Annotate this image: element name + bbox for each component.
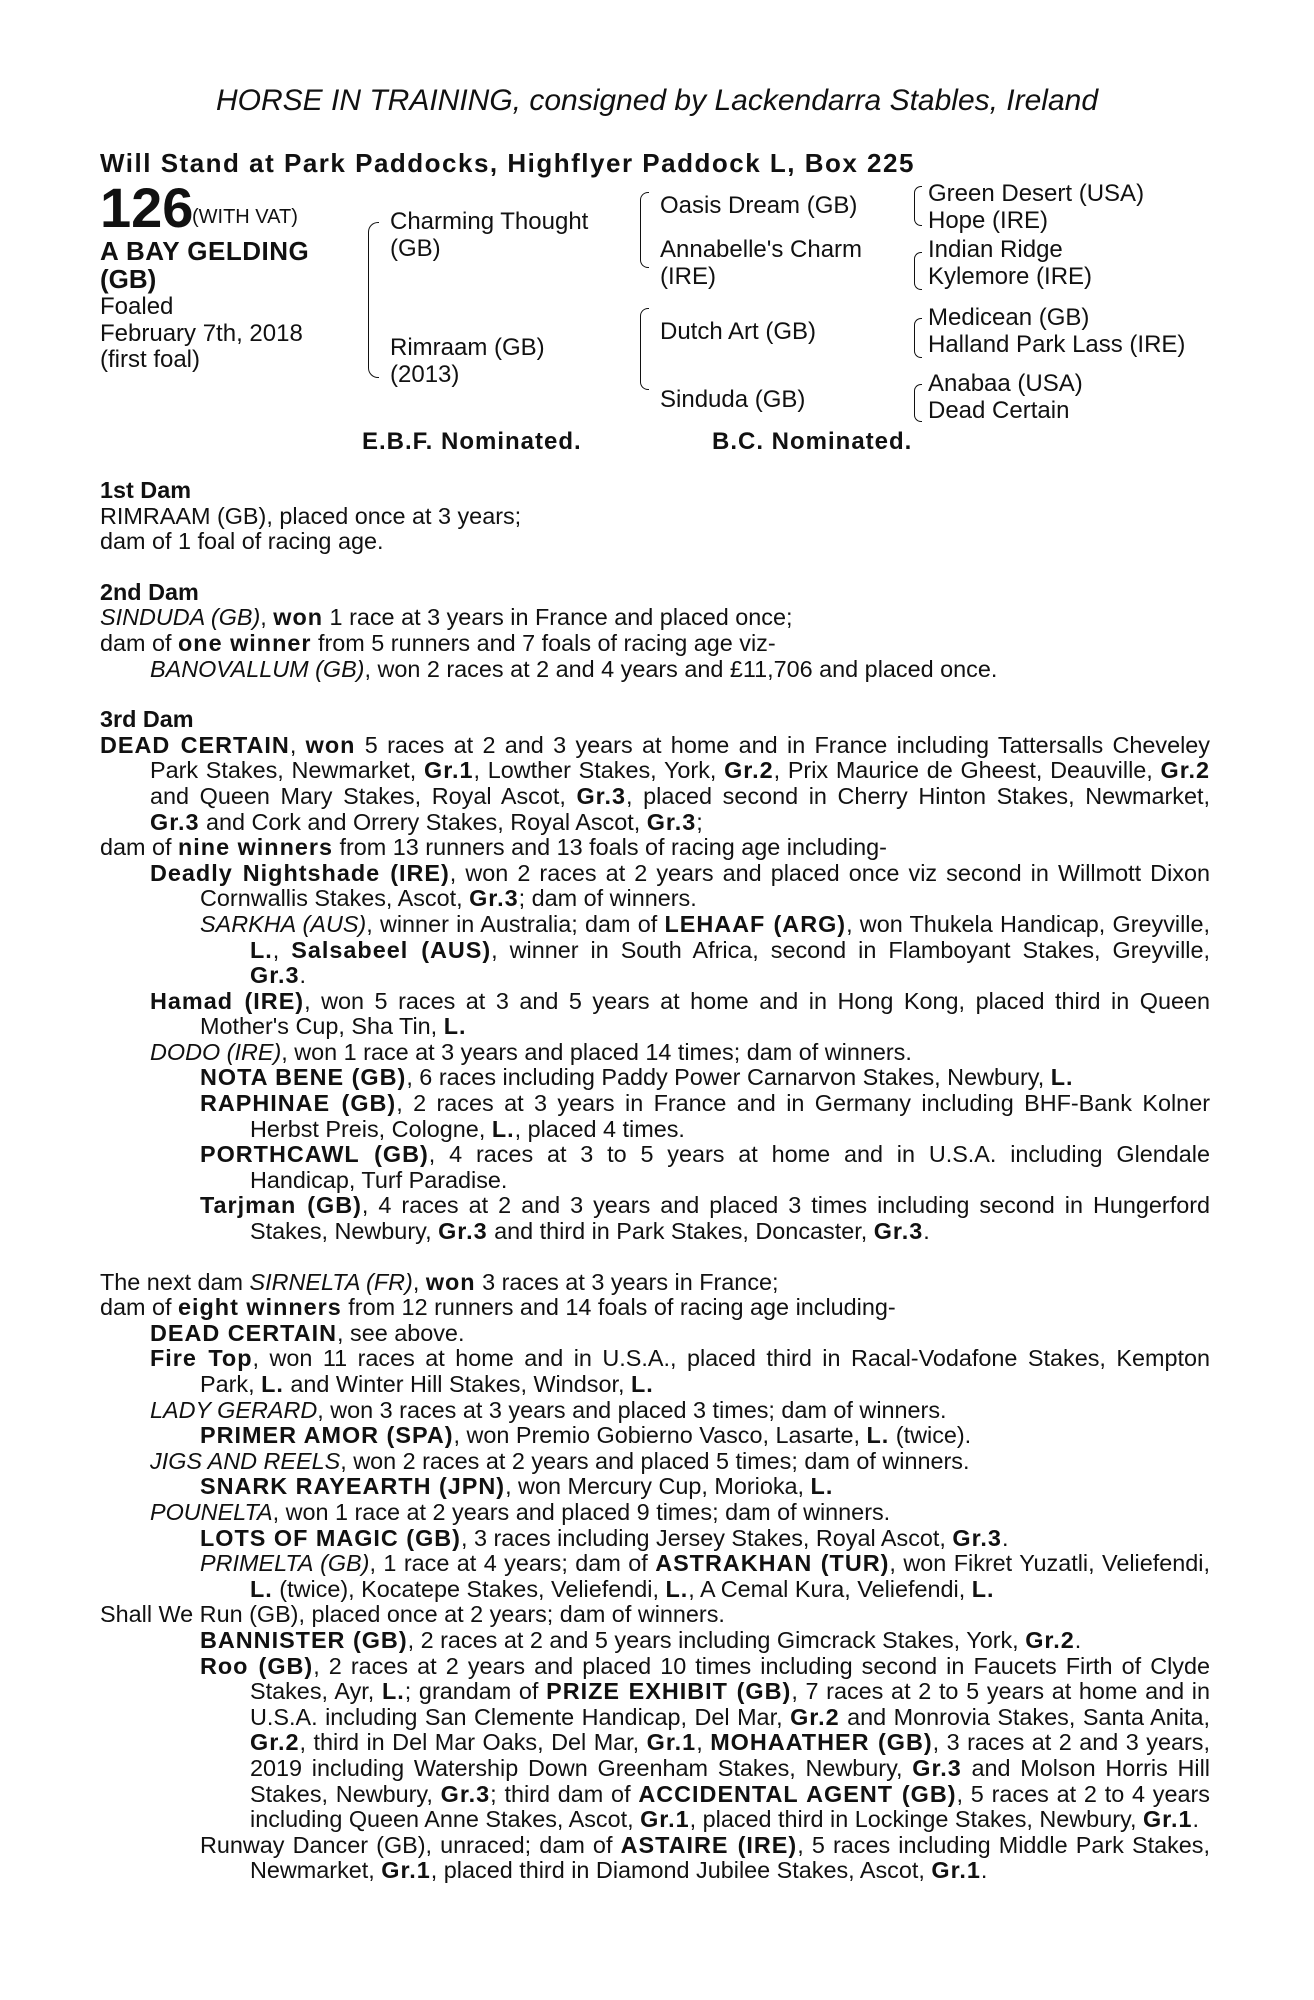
ss-dam-name: Hope (IRE) [928, 207, 1049, 234]
text-run: , won 2 races at 2 years and placed 5 times; dam of winners. [340, 1447, 970, 1474]
bold-run: nine winners [178, 834, 333, 861]
second-dam-name: SINDUDA (GB) [100, 604, 261, 631]
dam-dam-name: Sinduda (GB) [660, 386, 806, 413]
bold-run: Gr.3 [150, 808, 200, 835]
pedigree-brace-dam [640, 308, 649, 390]
text-run: , 4 races at 2 and 3 years and placed 3 times including second in Hungerford Stakes, Newbury, [250, 1192, 1211, 1245]
bold-run: L. [630, 1371, 654, 1397]
bold-run: ASTRAKHAN (TUR) [655, 1550, 890, 1577]
vat-note: (WITH VAT) [192, 206, 298, 228]
progeny-entry [100, 1091, 1210, 1142]
bc-nomination: B.C. Nominated. [712, 428, 913, 455]
stand-location: Will Stand at Park Paddocks, Highflyer Paddock L, Box 225 [100, 148, 915, 178]
italic-run: PRIMELTA (GB) [200, 1550, 370, 1577]
text-run: , see above. [337, 1319, 465, 1346]
second-dam-record: SINDUDA (GB), won 1 race at 3 years in France and placed once; [100, 604, 793, 631]
text-run: ; third dam of [490, 1780, 639, 1807]
text-run: , 6 races including Paddy Power Carnarvon Stakes, Newbury, [406, 1064, 1051, 1091]
progeny-entry [100, 1193, 1210, 1244]
progeny-entry [100, 1449, 1210, 1475]
bold-run: PORTHCAWL (GB) [200, 1141, 429, 1168]
text-run: (twice). [889, 1422, 972, 1449]
dd-dam-name: Dead Certain [928, 397, 1070, 424]
text-run: , placed 4 times. [514, 1115, 685, 1142]
sd-dam-name: Kylemore (IRE) [928, 263, 1093, 290]
text-run: , 2 races at 2 and 5 years including Gimcrack Stakes, York, [407, 1626, 1026, 1653]
text-run: , winner in South Africa, second in Flamboyant Stakes, Greyville, [491, 936, 1210, 963]
bold-run: Gr.3 [250, 962, 300, 989]
next-dam-record [100, 1270, 1210, 1296]
text-run: . [299, 962, 307, 989]
text-run: , 4 races at 3 to 5 years at home and in U.S.A. including Glendale Handicap, Turf Paradise. [250, 1141, 1211, 1193]
pedigree-brace-sd [914, 252, 922, 290]
text-run: , won Premio Gobierno Vasco, Lasarte, [453, 1422, 867, 1449]
text-run: and third in Park Stakes, Doncaster, [487, 1218, 874, 1245]
progeny-entry [100, 989, 1210, 1040]
bold-run: Gr.3 [440, 1780, 491, 1807]
progeny-entry [100, 1065, 1210, 1091]
text-run: and Monrovia Stakes, Santa Anita, [839, 1703, 1210, 1730]
text-run: ; dam of winners. [518, 885, 697, 912]
next-dam-progeny [100, 1321, 1210, 1884]
bold-run: Gr.3 [952, 1524, 1002, 1551]
dd-sire-name: Anabaa (USA) [928, 370, 1083, 397]
text-run: , [272, 936, 292, 963]
won-text: won [273, 604, 324, 631]
bold-run: Hamad (IRE) [150, 987, 305, 1014]
bold-run: eight winners [178, 1294, 342, 1321]
text-run: , 2 races at 2 years and placed 10 times including second in Faucets Firth of Clyde Stakes, Ayr, [250, 1652, 1210, 1705]
bold-run: LOTS OF MAGIC (GB) [200, 1524, 461, 1551]
text-run: , won 11 races at home and in U.S.A., placed third in Racal-Vodafone Stakes, Kempton Park, [200, 1345, 1210, 1397]
first-dam-line: RIMRAAM (GB), placed once at 3 years; [100, 502, 522, 529]
bold-run: Gr.1 [381, 1857, 431, 1884]
text-run: . [923, 1218, 930, 1245]
bold-run: Gr.1 [931, 1857, 981, 1884]
text-run: from 12 runners and 14 foals of racing age including- [341, 1294, 896, 1321]
text-run: and Winter Hill Stakes, Windsor, [283, 1371, 631, 1397]
bold-run: L. [381, 1678, 405, 1705]
bold-run: L. [250, 1575, 273, 1602]
progeny-entry [100, 1346, 1210, 1397]
text-run: , won Thukela Handicap, Greyville, [846, 910, 1210, 937]
bold-run: Gr.1 [640, 1806, 690, 1833]
text-run: ; grandam of [404, 1678, 547, 1705]
bold-run: Roo (GB) [200, 1652, 314, 1679]
bold-run: L. [665, 1575, 689, 1602]
text-run: , [289, 731, 306, 758]
progeny-entry [100, 1474, 1210, 1500]
text-run: , 5 races at 2 to 4 years including Queen Anne Stakes, Ascot, [250, 1780, 1210, 1833]
second-dam-text: 1 race at 3 years in France and placed once; [323, 604, 793, 631]
text-run: 3 races at 3 years in France; [475, 1268, 779, 1295]
text-run: and Molson Horris Hill Stakes, Newbury, [250, 1754, 1211, 1807]
text-run: from 13 runners and 13 foals of racing age including- [333, 834, 887, 861]
bold-run: Gr.3 [912, 1754, 962, 1781]
progeny-entry [100, 1526, 1210, 1552]
foaled-label: Foaled [100, 293, 174, 320]
text-run: , placed third in Lockinge Stakes, Newbury, [689, 1806, 1143, 1833]
progeny-entry [100, 1398, 1210, 1424]
bold-run: Gr.2 [250, 1729, 300, 1756]
italic-run: POUNELTA [150, 1498, 273, 1525]
second-dam-summary [100, 631, 1210, 657]
bold-run: BANNISTER (GB) [200, 1626, 408, 1653]
dam-sire-name: Dutch Art (GB) [660, 318, 817, 345]
bold-run: Gr.2 [724, 757, 774, 784]
bold-run: PRIZE EXHIBIT (GB) [546, 1678, 792, 1705]
text-run: , placed second in Cherry Hinton Stakes, Newmarket, [626, 782, 1210, 809]
winners-count: one winner [178, 629, 312, 656]
bold-run: MOHAATHER (GB) [710, 1729, 933, 1756]
bold-run: Deadly Nightshade (IRE) [150, 859, 450, 886]
bold-run: won [425, 1268, 476, 1295]
text-run: , won 1 race at 2 years and placed 9 times; dam of winners. [272, 1498, 891, 1525]
text-run: , Lowther Stakes, York, [473, 757, 725, 784]
text-run: , Prix Maurice de Gheest, Deauville, [773, 757, 1161, 784]
progeny-entry [100, 912, 1210, 989]
bold-run: PRIMER AMOR (SPA) [200, 1422, 454, 1449]
bold-run: SNARK RAYEARTH (JPN) [200, 1473, 506, 1500]
italic-run: JIGS AND REELS [150, 1447, 341, 1474]
italic-run: SIRNELTA (FR) [249, 1268, 413, 1295]
second-dam-heading: 2nd Dam [100, 578, 199, 605]
progeny-entry [100, 861, 1210, 912]
text-run: , 1 race at 4 years; dam of [369, 1550, 656, 1577]
bold-run: L. [1050, 1064, 1074, 1091]
progeny-text: , won 2 races at 2 and 4 years and £11,706 and placed once. [364, 655, 998, 682]
italic-run: SARKHA (AUS) [200, 910, 367, 937]
bold-run: Gr.3 [469, 885, 519, 912]
text-run: from 5 runners and 7 foals of racing age viz- [311, 629, 776, 656]
text-run: and Cork and Orrery Stakes, Royal Ascot, [199, 808, 647, 835]
text-run: , 5 races including Middle Park Stakes, Newmarket, [250, 1831, 1210, 1884]
bold-run: Gr.1 [646, 1729, 697, 1756]
bold-run: L. [250, 936, 273, 963]
text-run: , 7 races at 2 to 5 years at home and in U.S.A. including San Clemente Handicap, Del Mar, [250, 1678, 1210, 1730]
text-run: , [696, 1729, 711, 1756]
second-dam-progeny [100, 657, 1210, 683]
text-run: , 3 races including Jersey Stakes, Royal Ascot, [460, 1524, 953, 1551]
bold-run: Gr.3 [873, 1218, 924, 1245]
text-run: . [980, 1857, 988, 1884]
first-dam-heading: 1st Dam [100, 477, 192, 503]
text-run: , won 2 races at 2 years and placed once viz second in Willmott Dixon Cornwallis Stakes, Ascot, [200, 859, 1210, 912]
bold-run: Gr.3 [438, 1218, 488, 1245]
dam-records [100, 478, 1210, 1884]
dam-name: Rimraam (GB) [390, 334, 545, 361]
ss-sire-name: Green Desert (USA) [928, 180, 1145, 207]
progeny-entry [100, 1628, 1210, 1654]
text-run: and Queen Mary Stakes, Royal Ascot, [150, 782, 577, 809]
third-dam-heading: 3rd Dam [100, 706, 194, 733]
bold-run: L. [491, 1115, 515, 1142]
bold-run: L. [261, 1371, 284, 1397]
text-run: dam of [100, 834, 179, 861]
progeny-entry [100, 1602, 1210, 1628]
text-run: . [1192, 1806, 1199, 1833]
bold-run: RAPHINAE (GB) [200, 1090, 397, 1117]
bold-run: Gr.3 [646, 808, 697, 835]
sire-dam-origin: (IRE) [660, 263, 716, 290]
text-run: , A Cemal Kura, Veliefendi, [688, 1575, 972, 1602]
text-run: , won 1 race at 3 years and placed 14 times; dam of winners. [281, 1038, 912, 1065]
text-run: , won 5 races at 3 and 5 years at home and in Hong Kong, placed third in Queen Mother's Cup, Sha Tin, [200, 987, 1210, 1040]
text-run: , third in Del Mar Oaks, Del Mar, [299, 1729, 647, 1756]
text-run: dam of [100, 1294, 179, 1321]
bold-run: Tarjman (GB) [200, 1192, 362, 1219]
catalogue-header: HORSE IN TRAINING, consigned by Lackendarra Stables, Ireland [215, 84, 1099, 117]
bold-run: NOTA BENE (GB) [200, 1064, 407, 1091]
sire-sire-name: Oasis Dream (GB) [660, 192, 858, 219]
progeny-entry [100, 1423, 1210, 1449]
text-run: . [1074, 1626, 1082, 1653]
bold-run: ASTAIRE (IRE) [620, 1831, 798, 1858]
text-run: , 3 races at 2 and 3 years, 2019 including Watership Down Greenham Stakes, Newbury, [250, 1729, 1210, 1781]
text-run: (twice), Kocatepe Stakes, Veliefendi, [272, 1575, 666, 1602]
text-run: ; [696, 808, 703, 835]
next-dam-summary [100, 1295, 1210, 1321]
bold-run: DEAD CERTAIN [150, 1319, 337, 1346]
sire-name: Charming Thought [390, 208, 589, 235]
bold-run: Gr.2 [1160, 757, 1211, 784]
pedigree-brace-dd [914, 384, 922, 422]
sire-dam-name: Annabelle's Charm [660, 236, 863, 263]
ds-sire-name: Medicean (GB) [928, 304, 1090, 331]
text-run: , winner in Australia; dam of [366, 910, 665, 937]
third-dam-record [100, 733, 1210, 835]
sd-sire-name: Indian Ridge [928, 236, 1063, 263]
third-dam-progeny [100, 861, 1210, 1245]
horse-description: A BAY GELDING [100, 236, 310, 266]
progeny-entry [100, 1040, 1210, 1066]
bold-run: Gr.1 [1142, 1806, 1193, 1833]
bold-run: DEAD CERTAIN [100, 731, 290, 758]
italic-run: DODO (IRE) [150, 1038, 282, 1065]
foal-note: (first foal) [100, 346, 201, 373]
text-run: . [1001, 1524, 1009, 1551]
progeny-entry [100, 1500, 1210, 1526]
text-run: , 2 races at 3 years in France and in Germany including BHF-Bank Kolner Herbst Preis, Cologne, [250, 1090, 1210, 1142]
text-run: dam of [100, 629, 179, 656]
text-run: Shall We Run (GB), placed once at 2 years; dam of winners. [100, 1601, 725, 1628]
pedigree-brace-ss [914, 186, 922, 226]
progeny-entry [100, 1833, 1210, 1884]
text-run: 5 races at 2 and 3 years at home and in France including Tattersalls Cheveley Park Stakes, Newmarket, [150, 731, 1210, 784]
progeny-entry [100, 1551, 1210, 1602]
bold-run: LEHAAF (ARG) [664, 910, 847, 937]
foaled-date: February 7th, 2018 [100, 320, 303, 347]
text-run: , placed third in Diamond Jubilee Stakes, Ascot, [430, 1857, 932, 1884]
bold-run: Salsabeel (AUS) [291, 936, 492, 963]
first-dam-line: dam of 1 foal of racing age. [100, 528, 384, 555]
ebf-nomination: E.B.F. Nominated. [362, 428, 582, 455]
text-run: , won Fikret Yuzatli, Veliefendi, [889, 1550, 1210, 1577]
text-run: The next dam [100, 1268, 250, 1295]
bold-run: L. [866, 1422, 890, 1449]
pedigree-brace-ds [914, 318, 922, 358]
text-run: , won 3 races at 3 years and placed 3 times; dam of winners. [317, 1396, 947, 1423]
ds-dam-name: Halland Park Lass (IRE) [928, 331, 1186, 358]
text-run: , [412, 1268, 426, 1295]
bold-run: Gr.2 [1025, 1626, 1075, 1653]
pedigree-brace-sire [640, 192, 649, 268]
bold-run: ACCIDENTAL AGENT (GB) [638, 1780, 957, 1807]
progeny-entry [100, 1142, 1210, 1193]
horse-origin: (GB) [100, 264, 157, 294]
bold-run: Fire Top [150, 1345, 253, 1372]
bold-run: Gr.3 [576, 782, 626, 809]
bold-run: Gr.1 [424, 757, 474, 784]
pedigree-brace-main [368, 222, 379, 378]
progeny-entry [100, 1654, 1210, 1833]
sire-origin: (GB) [390, 235, 441, 262]
bold-run: L. [810, 1473, 834, 1500]
progeny-name: BANOVALLUM (GB) [150, 655, 365, 682]
bold-run: Gr.2 [790, 1703, 840, 1730]
bold-run: won [305, 731, 356, 758]
dam-year: (2013) [390, 361, 460, 388]
progeny-entry [100, 1321, 1210, 1347]
italic-run: LADY GERARD [150, 1396, 318, 1423]
text-run: , won Mercury Cup, Morioka, [505, 1473, 811, 1500]
text-run: Runway Dancer (GB), unraced; dam of [200, 1831, 621, 1858]
bold-run: L. [443, 1013, 467, 1040]
lot-number: 126 [100, 176, 194, 239]
bold-run: L. [971, 1575, 995, 1602]
third-dam-summary [100, 835, 1210, 861]
